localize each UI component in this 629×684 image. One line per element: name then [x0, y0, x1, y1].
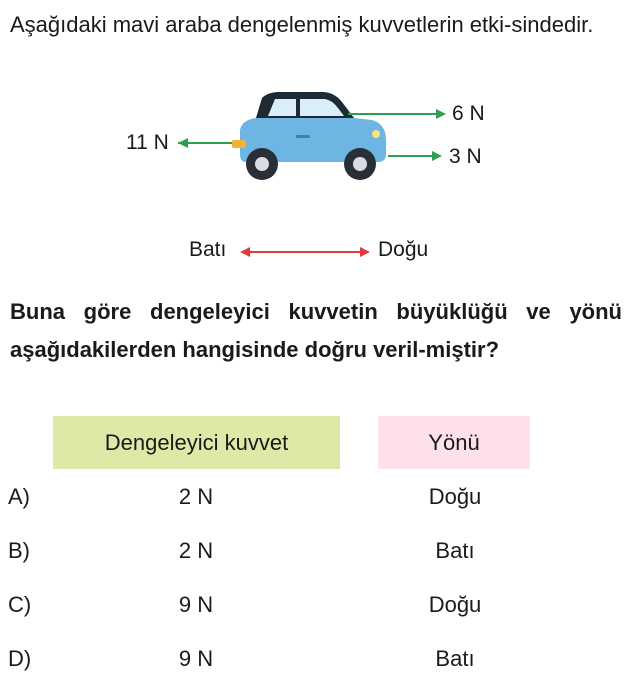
west-label: Batı [189, 238, 227, 261]
option-letter: B) [8, 538, 30, 563]
option-value: 9 N [178, 646, 214, 671]
west-east-arrow [0, 236, 629, 266]
option-direction: Doğu [428, 484, 482, 509]
option-value: 2 N [178, 484, 214, 509]
east-label: Doğu [378, 238, 429, 261]
header-direction [378, 416, 530, 469]
car-illustration [0, 90, 629, 190]
option-b[interactable] [0, 532, 629, 572]
header-direction-label: Yönü [428, 429, 480, 455]
option-c[interactable] [0, 586, 629, 626]
option-a[interactable] [0, 478, 629, 518]
left-force-label: 11 N [126, 131, 169, 154]
option-letter: A) [8, 484, 30, 509]
right-force-bottom-label: 3 N [449, 145, 482, 168]
blue-car [232, 92, 386, 180]
right-force-arrow-bottom [388, 151, 442, 161]
option-value: 9 N [178, 592, 214, 617]
direction-indicator [0, 236, 629, 266]
option-letter: D) [8, 646, 32, 671]
option-value: 2 N [178, 538, 214, 563]
left-force-arrow [178, 138, 238, 148]
option-d[interactable] [0, 640, 629, 680]
right-force-arrow-top [348, 109, 446, 119]
question-intro: Aşağıdaki mavi araba dengelenmiş kuvvetlerin etki-sindedir. [10, 12, 594, 37]
header-balancing-force-label: Dengeleyici kuvvet [104, 429, 289, 455]
option-direction: Batı [435, 646, 475, 671]
option-direction: Batı [435, 538, 475, 563]
car-force-diagram [0, 90, 629, 190]
question-text: Buna göre dengeleyici kuvvetin büyüklüğü ve yönü aşağıdakilerden hangisinde doğru veril-miştir? [10, 299, 622, 362]
option-direction: Doğu [428, 592, 482, 617]
header-balancing-force [53, 416, 340, 469]
right-force-top-label: 6 N [452, 102, 485, 125]
option-letter: C) [8, 592, 32, 617]
